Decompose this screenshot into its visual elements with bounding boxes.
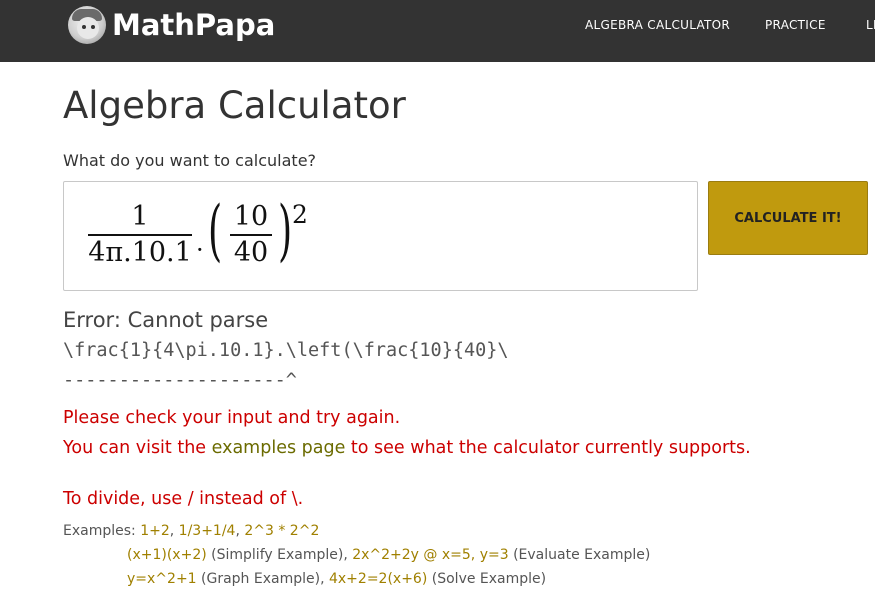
nav-practice[interactable]: PRACTICE	[765, 18, 826, 32]
math-input-field[interactable]	[63, 181, 698, 291]
example-description: (Solve Example)	[427, 571, 547, 587]
mathpapa-mascot-icon	[68, 6, 106, 44]
calculate-button[interactable]: CALCULATE IT!	[708, 181, 868, 255]
fraction-2	[230, 202, 272, 268]
examples-page-link[interactable]: examples page	[211, 438, 346, 458]
brand-logo[interactable]	[68, 6, 275, 44]
example-link[interactable]: 1/3+1/4	[178, 523, 236, 539]
error-pointer-line: --------------------^	[63, 370, 297, 391]
example-link[interactable]: 4x+2=2(x+6)	[328, 571, 428, 587]
left-paren: (	[208, 192, 223, 269]
brand-name: MathPapa	[112, 8, 276, 42]
error-code-line: \frac{1}{4\pi.10.1}.\left(\frac{10}{40}\	[63, 340, 509, 361]
nav-algebra-calculator[interactable]: ALGEBRA CALCULATOR	[585, 18, 731, 32]
error-title: Error: Cannot parse	[63, 308, 269, 332]
page-title: Algebra Calculator	[63, 84, 406, 127]
fraction-2-denominator: 40	[233, 236, 269, 268]
error-message-suffix: to see what the calculator currently supports.	[345, 438, 751, 458]
fraction-1-denominator: 4π.10.1	[88, 236, 192, 268]
example-link[interactable]: y=x^2+1	[127, 571, 197, 587]
right-paren: )	[278, 192, 293, 269]
error-message-check-input: Please check your input and try again.	[63, 408, 401, 428]
example-description: (Evaluate Example)	[508, 547, 651, 563]
error-message-prefix: You can visit the	[63, 438, 212, 458]
fraction-1-bar	[88, 234, 192, 236]
top-navbar	[0, 0, 881, 62]
examples-row-2	[127, 547, 650, 563]
error-message-examples	[63, 438, 751, 458]
example-separator: ,	[235, 523, 245, 539]
example-separator: ,	[169, 523, 179, 539]
example-description: (Simplify Example),	[206, 547, 353, 563]
fraction-1-numerator: 1	[131, 201, 149, 232]
example-link[interactable]: 2^3 * 2^2	[244, 523, 320, 539]
example-link[interactable]: 1+2	[140, 523, 170, 539]
example-link[interactable]: 2x^2+2y @ x=5, y=3	[352, 547, 509, 563]
examples-row-3	[127, 571, 546, 587]
divide-hint: To divide, use / instead of \.	[63, 489, 304, 509]
nav-lessons[interactable]: LE	[866, 18, 881, 32]
multiply-dot: ·	[196, 236, 204, 264]
example-description: (Graph Example),	[196, 571, 329, 587]
fraction-1	[88, 202, 192, 268]
example-link[interactable]: (x+1)(x+2)	[127, 547, 207, 563]
examples-label: Examples:	[63, 523, 141, 539]
fraction-2-bar	[230, 234, 272, 236]
exponent: 2	[292, 200, 308, 229]
examples-row-1	[63, 523, 319, 539]
input-prompt-label: What do you want to calculate?	[63, 151, 317, 170]
fraction-2-numerator: 10	[233, 201, 269, 232]
